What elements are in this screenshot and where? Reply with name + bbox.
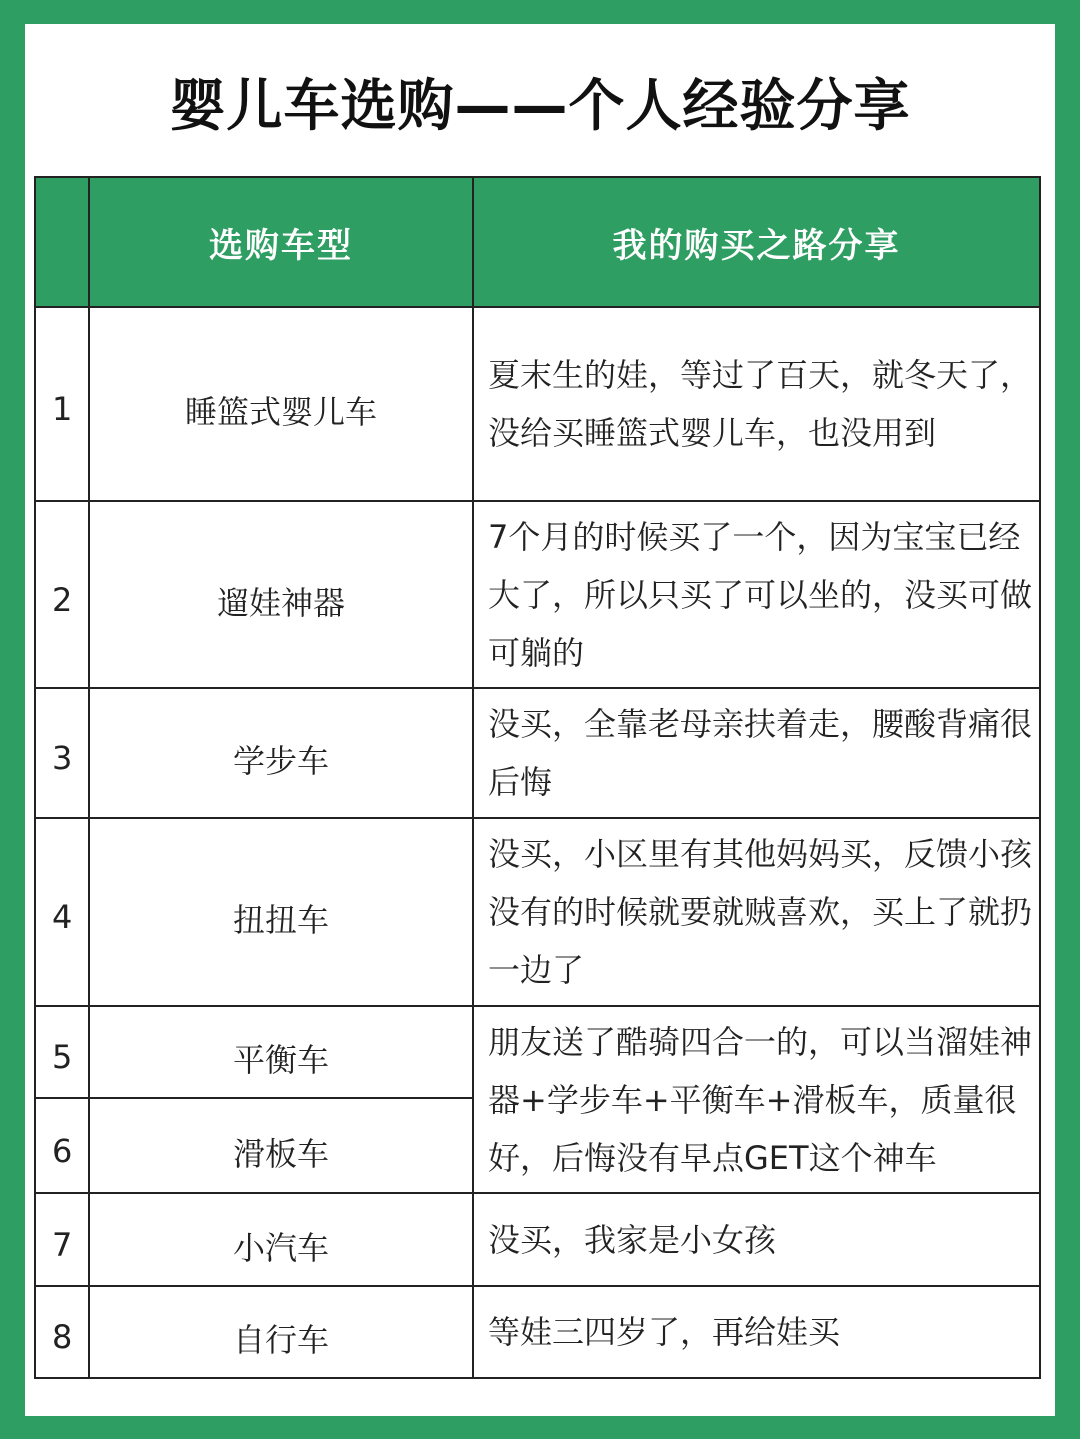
header-num bbox=[35, 177, 89, 307]
row-share: 没买，全靠老母亲扶着走，腰酸背痛很后悔 bbox=[473, 688, 1040, 818]
header-share: 我的购买之路分享 bbox=[473, 177, 1040, 307]
row-num: 4 bbox=[35, 818, 89, 1006]
row-num: 1 bbox=[35, 307, 89, 501]
row-type: 自行车 bbox=[89, 1286, 473, 1378]
row-share: 没买，小区里有其他妈妈买，反馈小孩没有的时候就要就贼喜欢，买上了就扔一边了 bbox=[473, 818, 1040, 1006]
row-type: 学步车 bbox=[89, 688, 473, 818]
stroller-table bbox=[34, 176, 1041, 1379]
table-row bbox=[35, 1286, 1040, 1378]
row-type: 遛娃神器 bbox=[89, 501, 473, 688]
row-num: 8 bbox=[35, 1286, 89, 1378]
row-type: 滑板车 bbox=[89, 1098, 473, 1193]
row-type: 扭扭车 bbox=[89, 818, 473, 1006]
row-share: 7个月的时候买了一个，因为宝宝已经大了，所以只买了可以坐的，没买可做可躺的 bbox=[473, 501, 1040, 688]
row-type: 睡篮式婴儿车 bbox=[89, 307, 473, 501]
table-row bbox=[35, 1193, 1040, 1286]
page-title: 婴儿车选购——个人经验分享 bbox=[169, 74, 911, 139]
row-share: 夏末生的娃，等过了百天，就冬天了，没给买睡篮式婴儿车，也没用到 bbox=[473, 307, 1040, 501]
table-row bbox=[35, 818, 1040, 1006]
table-row bbox=[35, 307, 1040, 501]
table-row bbox=[35, 501, 1040, 688]
row-num: 5 bbox=[35, 1006, 89, 1098]
row-share: 等娃三四岁了，再给娃买 bbox=[473, 1286, 1040, 1378]
row-share: 没买，我家是小女孩 bbox=[473, 1193, 1040, 1286]
row-num: 7 bbox=[35, 1193, 89, 1286]
table-row bbox=[35, 688, 1040, 818]
row-num: 6 bbox=[35, 1098, 89, 1193]
table-row bbox=[35, 1006, 1040, 1098]
table-header-row bbox=[35, 177, 1040, 307]
row-type: 小汽车 bbox=[89, 1193, 473, 1286]
row-share: 朋友送了酷骑四合一的，可以当溜娃神器+学步车+平衡车+滑板车，质量很好，后悔没有早点GET这个神车 bbox=[473, 1006, 1040, 1193]
row-type: 平衡车 bbox=[89, 1006, 473, 1098]
row-num: 3 bbox=[35, 688, 89, 818]
row-num: 2 bbox=[35, 501, 89, 688]
header-type: 选购车型 bbox=[89, 177, 473, 307]
